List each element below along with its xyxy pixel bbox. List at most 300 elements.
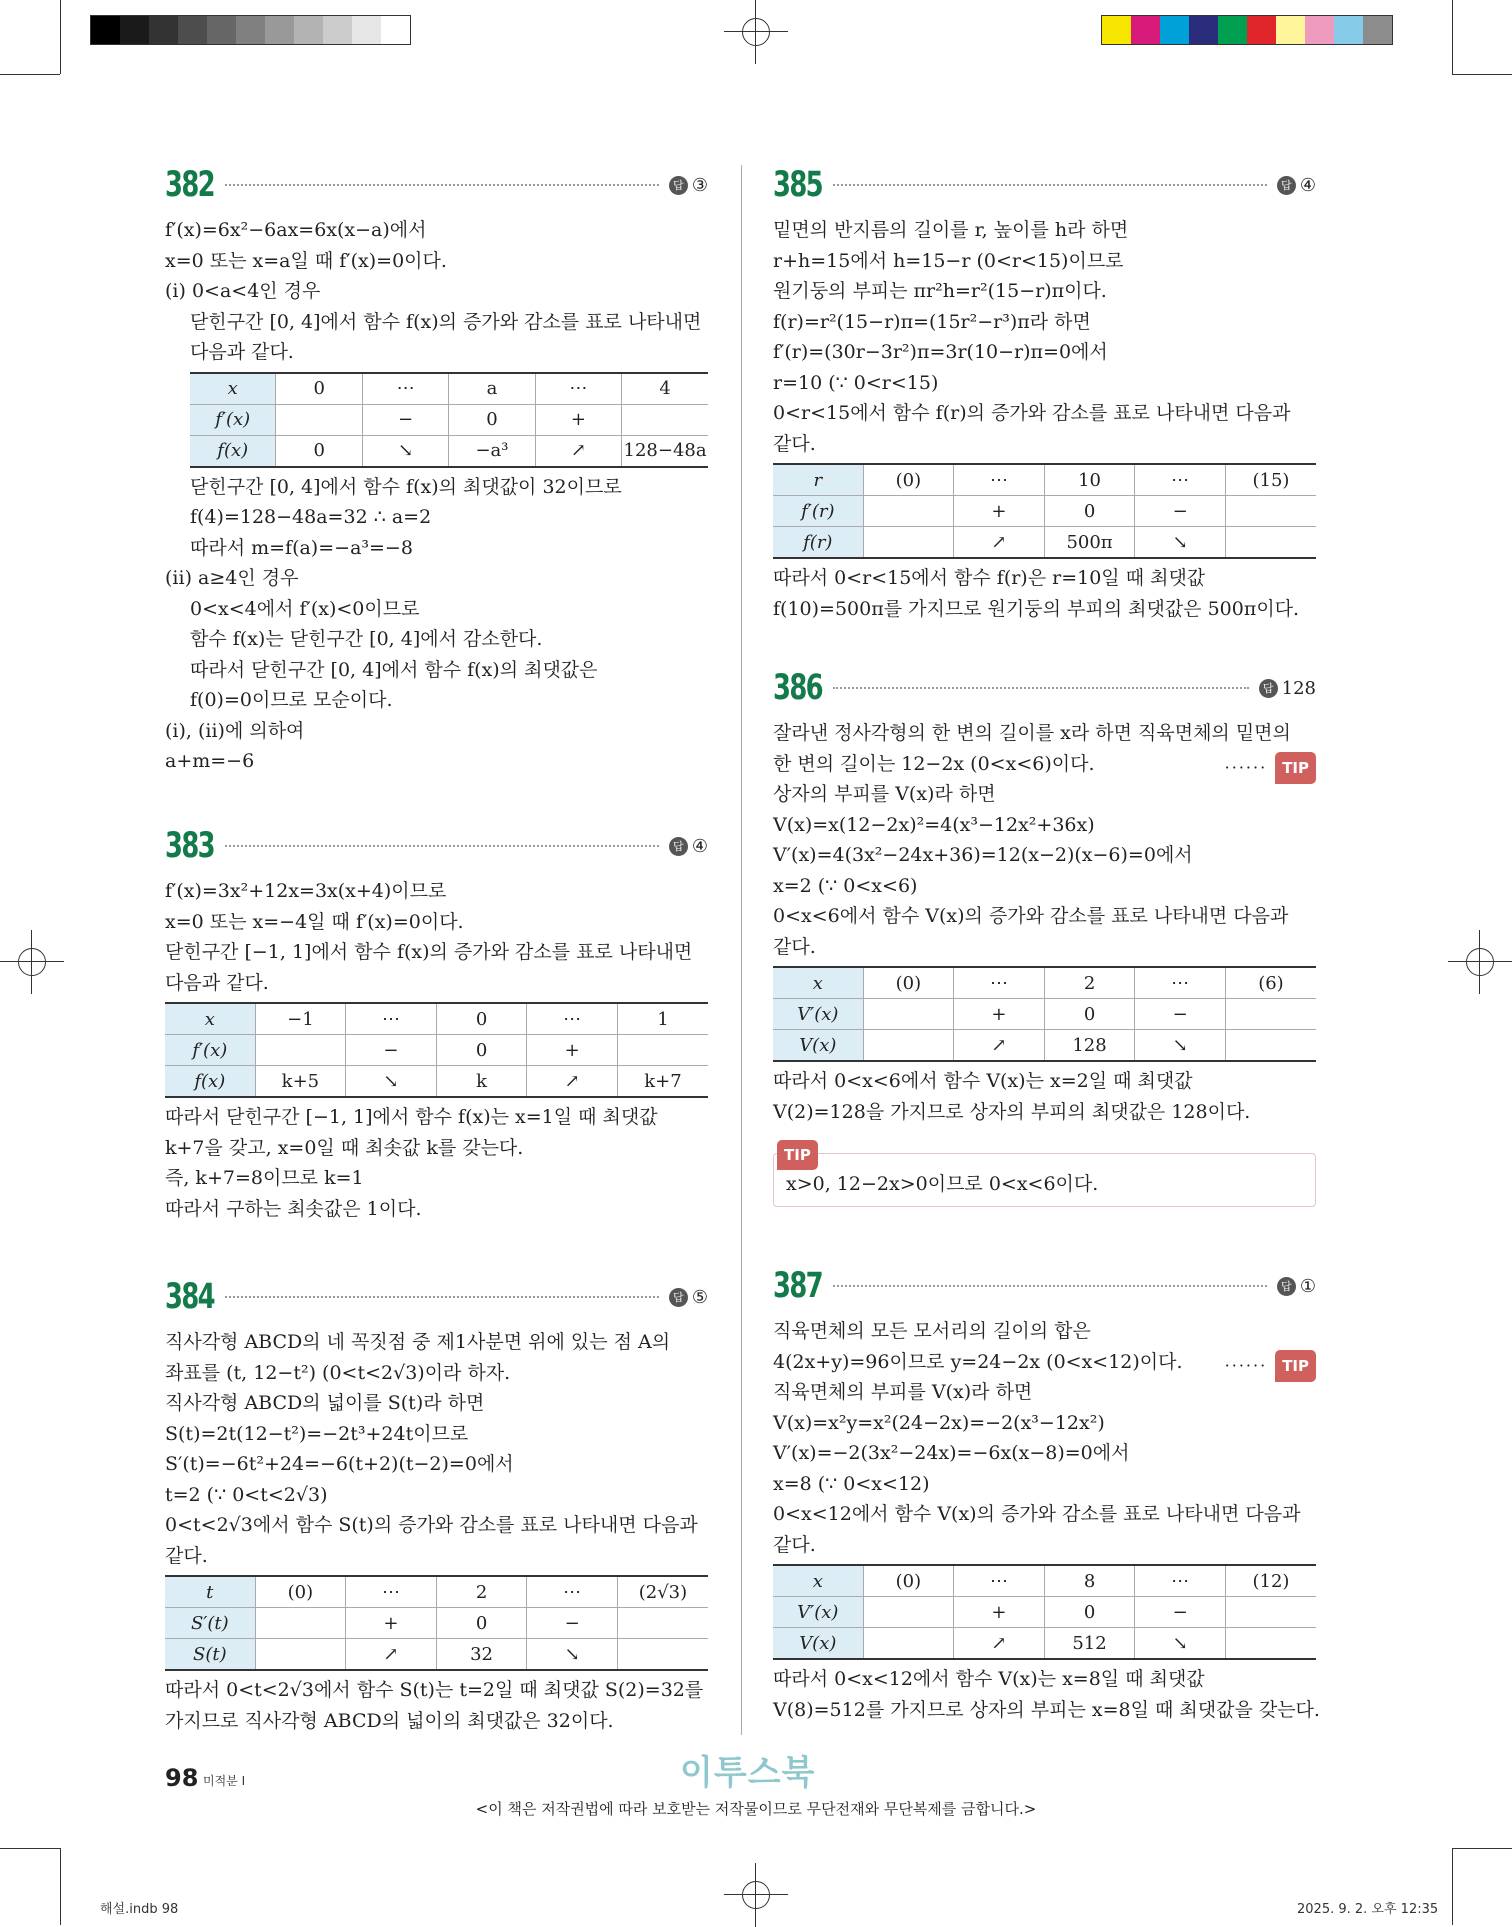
answer-value: ③: [691, 174, 708, 196]
answer-icon: 답: [669, 176, 688, 195]
color-swatch: [1247, 16, 1276, 44]
color-swatch: [1160, 16, 1189, 44]
table-cell: ⋯: [1135, 464, 1226, 496]
table-cell: 0: [449, 404, 535, 435]
variation-table-wrapper: [773, 1564, 1316, 1660]
row-header: f(x): [190, 435, 276, 467]
crop-mark: [60, 0, 61, 74]
table-cell: −: [1135, 999, 1226, 1030]
section-header: [165, 1277, 708, 1317]
section-header: [773, 1266, 1316, 1306]
table-cell: 32: [436, 1639, 527, 1671]
table-row: [165, 1066, 708, 1098]
table-cell: −: [1135, 1597, 1226, 1628]
table-cell: −: [346, 1035, 437, 1066]
variation-table-wrapper: [165, 1575, 708, 1671]
table-cell: −: [362, 404, 448, 435]
solution-line: [773, 779, 1316, 810]
solution-line: [165, 685, 708, 716]
table-cell: ⋯: [346, 1003, 437, 1035]
solution-line: [165, 716, 708, 747]
table-cell: ⋯: [362, 373, 448, 405]
solution-line: [165, 1327, 708, 1358]
solution-line: [773, 1499, 1316, 1530]
color-swatch: [1305, 16, 1334, 44]
answer-icon: 답: [1277, 1277, 1296, 1296]
solution-line: [773, 429, 1316, 460]
crop-mark: [1452, 74, 1512, 75]
table-cell: +: [346, 1608, 437, 1639]
table-cell: −: [1135, 496, 1226, 527]
solution-line: [773, 398, 1316, 429]
line-text: f(4)=128−48a=32 ∴ a=2: [190, 506, 432, 528]
solution-line: [165, 337, 708, 368]
table-cell: −1: [255, 1003, 346, 1035]
crop-mark: [0, 1848, 60, 1849]
line-text: 따라서 0<t<2√3에서 함수 S(t)는 t=2일 때 최댓값 S(2)=32를: [165, 1679, 704, 1701]
solution-line: [165, 1419, 708, 1450]
table-cell: [863, 527, 954, 559]
solution-line: [773, 901, 1316, 932]
color-swatch: [1102, 16, 1131, 44]
line-text: 0<t<2√3에서 함수 S(t)의 증가와 감소를 표로 나타내면 다음과: [165, 1514, 698, 1536]
problem-number: 382: [165, 165, 214, 205]
table-cell: 0: [1044, 999, 1135, 1030]
solution-line: [165, 746, 708, 777]
line-text: 같다.: [773, 935, 816, 958]
color-swatch: [294, 16, 323, 44]
solution-line: [165, 655, 708, 686]
color-swatch: [1131, 16, 1160, 44]
solution-line: [773, 840, 1316, 871]
table-cell: (0): [863, 967, 954, 999]
table-cell: [276, 404, 362, 435]
table-cell: [255, 1639, 346, 1671]
line-text: 같다.: [773, 432, 816, 455]
solution-line: [773, 594, 1316, 625]
line-text: 같다.: [773, 1533, 816, 1556]
line-text: 직육면체의 부피를 V(x)라 하면: [773, 1381, 1033, 1403]
solution-line: [773, 1066, 1316, 1097]
column-divider: [741, 165, 742, 1735]
line-text: V(x)=x²y=x²(24−2x)=−2(x³−12x²): [773, 1411, 1105, 1434]
line-text: 한 변의 길이는 12−2x (0<x<6)이다.: [773, 752, 1095, 775]
solution-line: [165, 624, 708, 655]
answer-value: ④: [691, 835, 708, 857]
leader-dots: ······: [1224, 1355, 1268, 1375]
color-swatch: [207, 16, 236, 44]
table-row: [773, 496, 1316, 527]
section-header: [773, 668, 1316, 708]
line-text: f(0)=0이므로 모순이다.: [190, 689, 393, 711]
color-swatch: [178, 16, 207, 44]
line-text: 즉, k+7=8이므로 k=1: [165, 1167, 364, 1189]
table-cell: −: [527, 1608, 618, 1639]
line-text: 좌표를 (t, 12−t²) (0<t<2√3)이라 하자.: [165, 1361, 511, 1384]
solution-line: [773, 1438, 1316, 1469]
table-cell: 0: [436, 1608, 527, 1639]
table-cell: ↗: [527, 1066, 618, 1098]
solution-383: [165, 826, 708, 1224]
row-header: S(t): [165, 1639, 255, 1671]
table-cell: ↗: [346, 1639, 437, 1671]
solution-line: [165, 1388, 708, 1419]
dotted-leader: [833, 687, 1249, 689]
variation-table: [773, 966, 1316, 1062]
line-text: 따라서 닫힌구간 [0, 4]에서 함수 f(x)의 최댓값은: [190, 658, 598, 681]
table-cell: +: [954, 496, 1045, 527]
line-text: 닫힌구간 [0, 4]에서 함수 f(x)의 최댓값이 32이므로: [190, 475, 622, 498]
dotted-leader: [833, 184, 1267, 186]
tip-box: [773, 1146, 1316, 1207]
table-cell: ⋯: [535, 373, 621, 405]
table-cell: [863, 1597, 954, 1628]
variation-table: [773, 463, 1316, 559]
table-cell: [1225, 1030, 1316, 1062]
line-text: x=0 또는 x=a일 때 f′(x)=0이다.: [165, 249, 447, 272]
table-cell: [617, 1608, 708, 1639]
solution-line: [773, 368, 1316, 399]
table-cell: a: [449, 373, 535, 405]
crop-mark: [0, 74, 60, 75]
table-row: [773, 1628, 1316, 1660]
table-cell: ⋯: [346, 1576, 437, 1608]
solution-line: [165, 1449, 708, 1480]
solution-382: [165, 165, 708, 777]
solution-line: [165, 276, 708, 307]
table-cell: 1: [617, 1003, 708, 1035]
line-text: 닫힌구간 [−1, 1]에서 함수 f(x)의 증가와 감소를 표로 나타내면: [165, 941, 693, 963]
table-cell: 0: [436, 1035, 527, 1066]
row-header: x: [773, 1565, 863, 1597]
crop-mark: [60, 1848, 61, 1925]
row-header: f′(x): [165, 1035, 255, 1066]
solution-line: [773, 1530, 1316, 1561]
table-row: [773, 999, 1316, 1030]
solution-line: [165, 876, 708, 907]
dotted-leader: [225, 1296, 659, 1298]
variation-table-wrapper: [773, 463, 1316, 559]
slug-file: 해설.indb 98: [100, 1902, 179, 1917]
solution-line: [773, 1316, 1316, 1347]
table-cell: (2√3): [617, 1576, 708, 1608]
line-text: 잘라낸 정사각형의 한 변의 길이를 x라 하면 직육면체의 밑면의: [773, 722, 1291, 744]
line-text: 따라서 0<x<6에서 함수 V(x)는 x=2일 때 최댓값: [773, 1070, 1193, 1092]
variation-table: [165, 1575, 708, 1671]
table-cell: ⋯: [527, 1576, 618, 1608]
registration-crosshair-icon: [0, 930, 64, 994]
line-text: 따라서 0<x<12에서 함수 V(x)는 x=8일 때 최댓값: [773, 1668, 1205, 1690]
table-cell: (6): [1225, 967, 1316, 999]
table-cell: 10: [1044, 464, 1135, 496]
table-cell: ⋯: [954, 967, 1045, 999]
table-cell: [255, 1035, 346, 1066]
line-text: f′(x)=6x²−6ax=6x(x−a)에서: [165, 219, 427, 241]
line-text: x=8 (∵ 0<x<12): [773, 1472, 930, 1495]
solution-line: [165, 1102, 708, 1133]
solution-line: [165, 307, 708, 338]
table-cell: [1225, 527, 1316, 559]
line-text: V(2)=128을 가지므로 상자의 부피의 최댓값은 128이다.: [773, 1100, 1251, 1123]
line-text: 따라서 닫힌구간 [−1, 1]에서 함수 f(x)는 x=1일 때 최댓값: [165, 1106, 658, 1128]
table-cell: k: [436, 1066, 527, 1098]
line-text: (i), (ii)에 의하여: [165, 719, 305, 742]
solution-line: [165, 1541, 708, 1572]
answer-value: 128: [1281, 677, 1316, 699]
table-cell: ↘: [1135, 1628, 1226, 1660]
dotted-leader: [225, 845, 659, 847]
problem-number: 383: [165, 826, 214, 866]
line-text: 다음과 같다.: [190, 341, 294, 363]
solution-line: [773, 1469, 1316, 1500]
table-cell: ⋯: [1135, 967, 1226, 999]
row-header: r: [773, 464, 863, 496]
solution-386: [773, 668, 1316, 1207]
table-cell: 0: [1044, 496, 1135, 527]
publisher-logo: 이투스북: [680, 1753, 816, 1793]
line-text: r+h=15에서 h=15−r (0<r<15)이므로: [773, 249, 1124, 272]
line-text: 4(2x+y)=96이므로 y=24−2x (0<x<12)이다.: [773, 1350, 1183, 1373]
table-cell: (12): [1225, 1565, 1316, 1597]
section-header: [165, 165, 708, 205]
row-header: f′(x): [190, 404, 276, 435]
table-row: [773, 1597, 1316, 1628]
solution-line: [165, 594, 708, 625]
table-cell: k+7: [617, 1066, 708, 1098]
table-cell: [863, 999, 954, 1030]
table-cell: 0: [1044, 1597, 1135, 1628]
line-text: 가지므로 직사각형 ABCD의 넓이의 최댓값은 32이다.: [165, 1709, 614, 1732]
table-cell: −a³: [449, 435, 535, 467]
line-text: a+m=−6: [165, 750, 255, 772]
table-cell: 8: [1044, 1565, 1135, 1597]
row-header: V(x): [773, 1030, 863, 1062]
line-text: 직육면체의 모든 모서리의 길이의 합은: [773, 1320, 1091, 1342]
table-row: [165, 1576, 708, 1608]
table-cell: 128: [1044, 1030, 1135, 1062]
solution-line: [165, 1163, 708, 1194]
table-cell: 2: [1044, 967, 1135, 999]
solution-line: [165, 563, 708, 594]
section-header: [165, 826, 708, 866]
table-cell: +: [954, 1597, 1045, 1628]
table-cell: [617, 1035, 708, 1066]
line-text: 원기둥의 부피는 πr²h=r²(15−r)π이다.: [773, 280, 1107, 302]
color-swatch: [1334, 16, 1363, 44]
solution-line: [165, 533, 708, 564]
line-text: 직사각형 ABCD의 네 꼭짓점 중 제1사분면 위에 있는 점 A의: [165, 1331, 671, 1353]
variation-table: [190, 372, 708, 468]
line-text: (i) 0<a<4인 경우: [165, 280, 321, 302]
problem-number: 387: [773, 1266, 822, 1306]
solution-line: [773, 1408, 1316, 1439]
answer-value: ①: [1299, 1275, 1316, 1297]
solution-line: [165, 472, 708, 503]
line-text: x=2 (∵ 0<x<6): [773, 874, 918, 897]
solution-line: [773, 932, 1316, 963]
table-row: [165, 1003, 708, 1035]
line-text: (ii) a≥4인 경우: [165, 567, 299, 589]
answer-value: ⑤: [691, 1286, 708, 1308]
crop-mark: [1452, 1848, 1512, 1849]
line-text: 0<x<12에서 함수 V(x)의 증가와 감소를 표로 나타내면 다음과: [773, 1503, 1301, 1525]
table-cell: 128−48a: [622, 435, 708, 467]
line-text: S(t)=2t(12−t²)=−2t³+24t이므로: [165, 1422, 469, 1445]
variation-table-wrapper: [165, 372, 708, 468]
color-swatch: [381, 16, 410, 44]
dotted-leader: [833, 1285, 1267, 1287]
crop-mark: [1452, 1848, 1453, 1925]
solution-line: [773, 1664, 1316, 1695]
tip-text: x>0, 12−2x>0이므로 0<x<6이다.: [786, 1173, 1099, 1195]
answer-icon: 답: [1277, 176, 1296, 195]
table-cell: ↗: [954, 1030, 1045, 1062]
solution-line: [773, 810, 1316, 841]
row-header: S′(t): [165, 1608, 255, 1639]
color-swatch: [236, 16, 265, 44]
line-text: 같다.: [165, 1544, 208, 1567]
table-cell: [1225, 1597, 1316, 1628]
solution-line: [165, 1706, 708, 1737]
solution-line: [165, 1510, 708, 1541]
color-swatch: [323, 16, 352, 44]
table-row: [165, 1608, 708, 1639]
table-row: [773, 527, 1316, 559]
color-swatch: [1218, 16, 1247, 44]
solution-line: [165, 1358, 708, 1389]
problem-number: 386: [773, 668, 822, 708]
line-text: V(8)=512를 가지므로 상자의 부피는 x=8일 때 최댓값을 갖는다.: [773, 1698, 1320, 1721]
solution-line: [773, 1695, 1320, 1726]
color-registration-bar: [1101, 15, 1393, 45]
solution-line: [773, 871, 1316, 902]
line-text: x=0 또는 x=−4일 때 f′(x)=0이다.: [165, 910, 464, 933]
tip-badge: TIP: [1275, 1350, 1316, 1383]
table-cell: ↘: [1135, 527, 1226, 559]
table-cell: ⋯: [954, 1565, 1045, 1597]
solution-line: [165, 1675, 708, 1706]
table-cell: [1225, 1628, 1316, 1660]
solution-line: [165, 968, 708, 999]
table-cell: [622, 404, 708, 435]
solution-line: [773, 215, 1316, 246]
table-cell: k+5: [255, 1066, 346, 1098]
table-row: [773, 464, 1316, 496]
solution-line: [165, 1480, 708, 1511]
row-header: x: [773, 967, 863, 999]
line-text: r=10 (∵ 0<r<15): [773, 371, 939, 394]
page-number: 98: [165, 1764, 199, 1792]
table-cell: [1225, 496, 1316, 527]
answer-icon: 답: [669, 1288, 688, 1307]
problem-number: 385: [773, 165, 822, 205]
table-row: [165, 1035, 708, 1066]
line-text: 다음과 같다.: [165, 971, 269, 994]
solution-line: [773, 718, 1316, 749]
line-text: 0<x<6에서 함수 V(x)의 증가와 감소를 표로 나타내면 다음과: [773, 905, 1289, 927]
solution-line: [165, 1194, 708, 1225]
solution-line: [165, 215, 708, 246]
line-text: 따라서 0<r<15에서 함수 f(r)은 r=10일 때 최댓값: [773, 567, 1206, 589]
table-row: [190, 373, 708, 405]
line-text: 함수 f(x)는 닫힌구간 [0, 4]에서 감소한다.: [190, 628, 543, 650]
table-cell: [1225, 999, 1316, 1030]
variation-table-wrapper: [165, 1002, 708, 1098]
table-cell: ↗: [535, 435, 621, 467]
table-cell: +: [954, 999, 1045, 1030]
row-header: f(x): [165, 1066, 255, 1098]
table-cell: ⋯: [1135, 1565, 1226, 1597]
color-swatch: [91, 16, 120, 44]
solution-line: [165, 907, 708, 938]
solution-line: [773, 276, 1316, 307]
row-header: x: [190, 373, 276, 405]
copyright-notice: <이 책은 저작권법에 따라 보호받는 저작물이므로 무단전재와 무단복제를 금합니다.>: [475, 1800, 1037, 1818]
color-swatch: [1189, 16, 1218, 44]
leader-dots: ······: [1224, 757, 1268, 777]
table-row: [773, 1565, 1316, 1597]
line-text: k+7을 갖고, x=0일 때 최솟값 k를 갖는다.: [165, 1136, 524, 1159]
table-cell: +: [535, 404, 621, 435]
crop-mark: [1452, 0, 1453, 74]
color-swatch: [1363, 16, 1392, 44]
row-header: f(r): [773, 527, 863, 559]
solution-384: [165, 1277, 708, 1736]
table-cell: 0: [276, 373, 362, 405]
line-text: 닫힌구간 [0, 4]에서 함수 f(x)의 증가와 감소를 표로 나타내면: [190, 310, 702, 333]
row-header: f′(r): [773, 496, 863, 527]
solution-line: [773, 307, 1316, 338]
registration-crosshair-icon: [1448, 930, 1512, 994]
solution-387: [773, 1266, 1320, 1725]
row-header: V′(x): [773, 1597, 863, 1628]
table-cell: (15): [1225, 464, 1316, 496]
table-cell: [617, 1639, 708, 1671]
problem-number: 384: [165, 1277, 214, 1317]
line-text: V(x)=x(12−2x)²=4(x³−12x²+36x): [773, 813, 1095, 836]
table-cell: [863, 1030, 954, 1062]
tip-badge: TIP: [1275, 752, 1316, 785]
line-text: f′(r)=(30r−3r²)π=3r(10−r)π=0에서: [773, 341, 1108, 363]
line-text: f(10)=500π를 가지므로 원기둥의 부피의 최댓값은 500π이다.: [773, 597, 1300, 620]
tip-badge: TIP: [777, 1140, 818, 1170]
line-text: V′(x)=−2(3x²−24x)=−6x(x−8)=0에서: [773, 1442, 1130, 1464]
table-cell: [863, 1628, 954, 1660]
line-text: V′(x)=4(3x²−24x+36)=12(x−2)(x−6)=0에서: [773, 844, 1193, 866]
table-cell: 500π: [1044, 527, 1135, 559]
variation-table: [773, 1564, 1316, 1660]
table-cell: 2: [436, 1576, 527, 1608]
table-cell: [255, 1608, 346, 1639]
solution-line: [773, 1377, 1316, 1408]
table-cell: ⋯: [527, 1003, 618, 1035]
solution-line: [773, 563, 1316, 594]
line-text: f(r)=r²(15−r)π=(15r²−r³)π라 하면: [773, 310, 1091, 333]
registration-crosshair-icon: [724, 1863, 788, 1927]
row-header: x: [165, 1003, 255, 1035]
color-swatch: [265, 16, 294, 44]
table-cell: ↗: [954, 527, 1045, 559]
line-text: 상자의 부피를 V(x)라 하면: [773, 783, 996, 805]
answer-icon: 답: [669, 837, 688, 856]
section-header: [773, 165, 1316, 205]
table-cell: (0): [863, 464, 954, 496]
slug-date: 2025. 9. 2. 오후 12:35: [1297, 1902, 1439, 1917]
line-text: 밑면의 반지름의 길이를 r, 높이를 h라 하면: [773, 219, 1129, 241]
solution-line: [165, 246, 708, 277]
table-cell: ↘: [362, 435, 448, 467]
variation-table-wrapper: [773, 966, 1316, 1062]
